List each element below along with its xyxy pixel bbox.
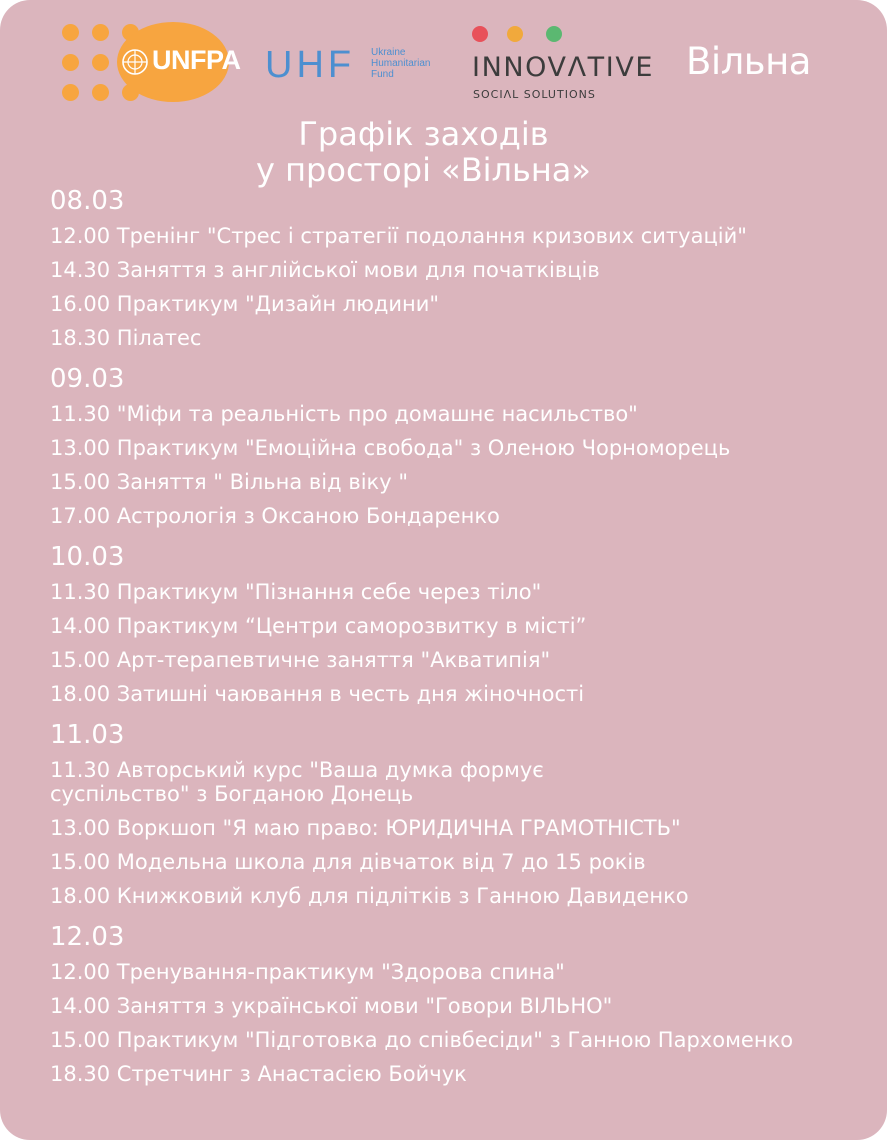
- vilna-logo-text: Вільна: [686, 40, 811, 83]
- event-item: 15.00 Модельна школа для дівчаток від 7 до 15 років: [50, 850, 646, 874]
- event-item: 18.00 Затишні чаювання в честь дня жіночності: [50, 682, 585, 706]
- event-item: 17.00 Астрологія з Оксаною Бондаренко: [50, 504, 500, 528]
- event-item: 18.30 Стретчинг з Анастасією Бойчук: [50, 1062, 467, 1086]
- event-item: 15.00 Заняття " Вільна від віку ": [50, 470, 408, 494]
- innovative-logo-text: INNOVΛTIVE: [472, 52, 655, 83]
- uhf-logo-text: UHF: [265, 44, 356, 86]
- uhf-sub-line: Humanitarian: [371, 58, 431, 69]
- schedule-day: [50, 922, 870, 1086]
- un-emblem-icon: [120, 47, 150, 77]
- event-item: 15.00 Практикум "Підготовка до співбесіди" з Ганною Пархоменко: [50, 1028, 794, 1052]
- uhf-sub-line: Fund: [371, 69, 394, 80]
- red-dot-icon: [472, 26, 488, 42]
- event-item: 11.30 Авторський курс "Ваша думка формує суспільство" з Богданою Донець: [50, 758, 544, 806]
- event-item: 14.00 Практикум “Центри саморозвитку в місті”: [50, 614, 587, 638]
- schedule-day: [50, 364, 870, 528]
- day-date: 11.03: [50, 720, 125, 750]
- event-item: 16.00 Практикум "Дизайн людини": [50, 292, 440, 316]
- unfpa-logo-text: UNFPA: [152, 45, 241, 75]
- event-item: 13.00 Воркшоп "Я маю право: ЮРИДИЧНА ГРАМОТНІСТЬ": [50, 816, 681, 840]
- yellow-dot-icon: [507, 26, 523, 42]
- event-item: 14.30 Заняття з англійської мови для початківців: [50, 258, 600, 282]
- event-item: 13.00 Практикум "Емоційна свобода" з Оленою Чорноморець: [50, 436, 731, 460]
- schedule-list: [50, 186, 870, 1096]
- title-line-1: Графік заходів: [298, 115, 549, 153]
- event-item: 14.00 Заняття з української мови "Говори ВІЛЬНО": [50, 994, 613, 1018]
- partner-logos: [0, 0, 887, 110]
- event-item: 18.00 Книжковий клуб для підлітків з Ганною Давиденко: [50, 884, 689, 908]
- day-date: 09.03: [50, 364, 125, 394]
- schedule-day: [50, 720, 870, 908]
- day-date: 08.03: [50, 186, 125, 216]
- event-item: 12.00 Тренування-практикум "Здорова спина": [50, 960, 565, 984]
- day-date: 12.03: [50, 922, 125, 952]
- poster-title: [0, 116, 847, 188]
- green-dot-icon: [546, 26, 562, 42]
- schedule-day: [50, 186, 870, 350]
- uhf-logo-subtitle: [371, 47, 430, 80]
- event-item: 18.30 Пілатес: [50, 326, 202, 350]
- event-item: 15.00 Арт-терапевтичне заняття "Акватипія": [50, 648, 551, 672]
- title-line-2: у просторі «Вільна»: [256, 151, 591, 189]
- event-item: 11.30 "Міфи та реальність про домашнє насильство": [50, 402, 638, 426]
- event-item: 12.00 Тренінг "Стрес і стратегії подолання кризових ситуацій": [50, 224, 747, 248]
- innovative-logo-subtitle: SOCIΛL SOLUTIONS: [473, 88, 596, 101]
- day-date: 10.03: [50, 542, 125, 572]
- uhf-sub-line: Ukraine: [371, 47, 406, 58]
- schedule-day: [50, 542, 870, 706]
- event-item: 11.30 Практикум "Пізнання себе через тіло": [50, 580, 542, 604]
